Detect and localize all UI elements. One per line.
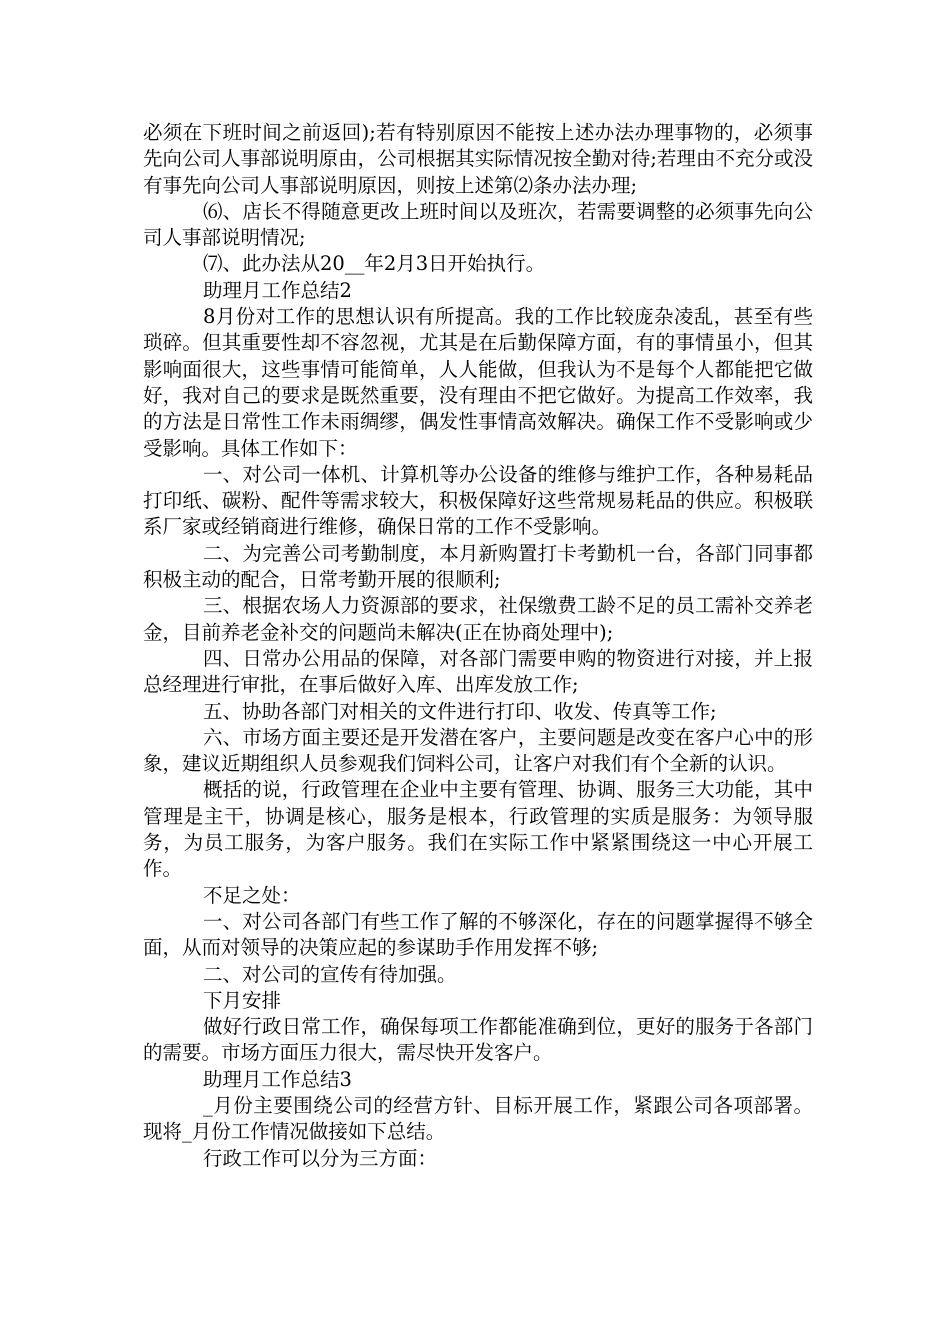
paragraph-next-month-plan: 做好行政日常工作，确保每项工作都能准确到位，更好的服务于各部门的需要。市场方面压力很大，需尽快开发客户。 — [143, 1015, 813, 1065]
paragraph-item-6: 六、市场方面主要还是开发潜在客户，主要问题是改变在客户心中的形象，建议近期组织人员参观我们饲料公司，让客户对我们有个全新的认识。 — [143, 725, 813, 776]
paragraph-item-3: 三、根据农场人力资源部的要求，社保缴费工龄不足的员工需补交养老金，目前养老金补交的问题尚未解决(正在协商处理中); — [143, 594, 813, 644]
section-heading-summary-2: 助理月工作总结2 — [203, 278, 352, 302]
paragraph-item-4: 四、日常办公用品的保障，对各部门需要申购的物资进行对接，并上报总经理进行审批，在事后做好入库、出库发放工作; — [143, 646, 813, 697]
paragraph-rule-7: ⑺、此办法从20__年2月3日开始执行。 — [203, 252, 546, 276]
paragraph-item-1: 一、对公司一体机、计算机等办公设备的维修与维护工作，各种易耗品打印纸、碳粉、配件等需求较大，积极保障好这些常规易耗品的供应。积极联系厂家或经销商进行维修，确保日常的工作不受影响。 — [143, 462, 813, 539]
paragraph-continuation: 必须在下班时间之前返回);若有特别原因不能按上述办法办理事物的，必须事先向公司人事部说明原由，公司根据其实际情况按全勤对待;若理由不充分或没有事先向公司人事部说明原因，则按上述第⑵条办法办理; — [143, 121, 813, 197]
section-heading-shortcomings: 不足之处： — [203, 883, 301, 907]
document-page — [143, 120, 813, 1172]
paragraph-shortcoming-1: 一、对公司各部门有些工作了解的不够深化，存在的问题掌握得不够全面，从而对领导的决策应起的参谋助手作用发挥不够; — [143, 909, 813, 960]
paragraph-intro-august: 8月份对工作的思想认识有所提高。我的工作比较庞杂凌乱，甚至有些琐碎。但其重要性却不容忽视，尤其是在后勤保障方面，有的事情虽小，但其影响面很大，这些事情可能简单，人人能做，但我认为不是每个人都能把它做好，我对自己的要求是既然重要，没有理由不把它做好。为提高工作效率，我的方法是日常性工作未雨绸缪，偶发性事情高效解决。确保工作不受影响或少受影响。具体工作如下： — [143, 305, 813, 460]
paragraph-item-2: 二、为完善公司考勤制度，本月新购置打卡考勤机一台，各部门同事都积极主动的配合，日常考勤开展的很顺利; — [143, 541, 813, 592]
section-heading-summary-3: 助理月工作总结3 — [203, 1067, 352, 1091]
paragraph-summary-3-intro: _月份主要围绕公司的经营方针、目标开展工作，紧跟公司各项部署。现将_月份工作情况做接如下总结。 — [143, 1093, 813, 1144]
paragraph-shortcoming-2: 二、对公司的宣传有待加强。 — [203, 962, 457, 986]
paragraph-admin-work-aspects: 行政工作可以分为三方面： — [203, 1146, 438, 1170]
paragraph-item-5: 五、协助各部门对相关的文件进行打印、收发、传真等工作; — [203, 699, 717, 723]
paragraph-overview: 概括的说，行政管理在企业中主要有管理、协调、服务三大功能，其中管理是主干，协调是核心，服务是根本，行政管理的实质是服务：为领导服务，为员工服务，为客户服务。我们在实际工作中紧紧围绕这一中心开展工作。 — [143, 778, 813, 881]
section-heading-next-month: 下月安排 — [203, 988, 282, 1012]
paragraph-rule-6: ⑹、店长不得随意更改上班时间以及班次，若需要调整的必须事先向公司人事部说明情况; — [143, 199, 813, 250]
